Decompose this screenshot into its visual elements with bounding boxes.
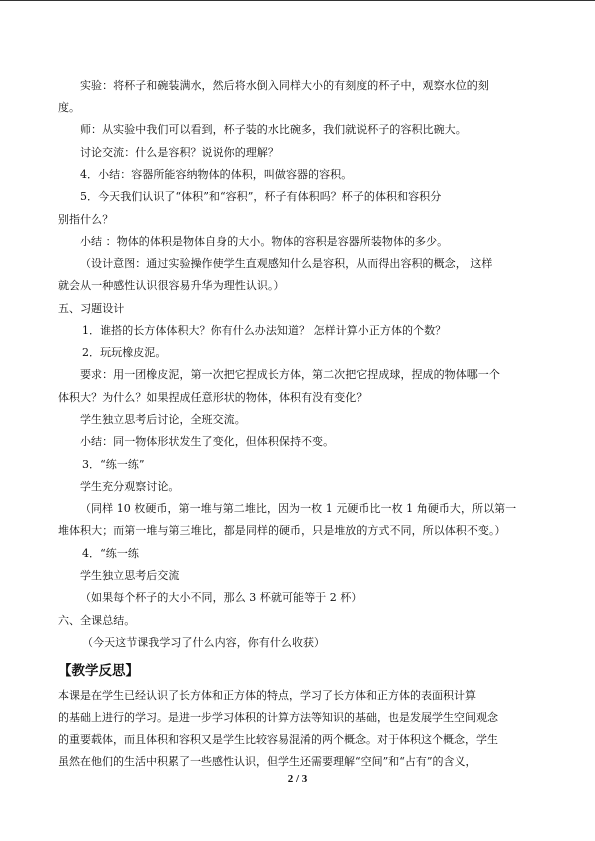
text-line: 要求：用一团橡皮泥，第一次把它捏成长方体，第二次把它捏成球，捏成的物体哪一个 <box>80 368 500 381</box>
text-line: 小结 ：物体的体积是物体自身的大小。物体的容积是容器所装物体的多少。 <box>80 235 449 248</box>
text-line: 4．“练一练 <box>82 547 139 560</box>
text-line: 小结：同一物体形状发生了变化，但体积保持不变。 <box>80 435 335 448</box>
text-line: （设计意图：通过实验操作使学生直观感知什么是容积，从而得出容积的概念， 这样 <box>80 257 493 270</box>
text-line: 1．谁搭的长方体体积大？你有什么办法知道？ 怎样计算小正方体的个数？ <box>82 324 447 337</box>
text-line: 学生独立思考后交流 <box>80 569 180 582</box>
reflection-line: 本课是在学生已经认识了长方体和正方体的特点，学习了长方体和正方体的表面积计算 <box>58 689 476 702</box>
reflection-line: 的重要载体，而且体积和容积又是学生比较容易混淆的两个概念。对于体积这个概念，学生 <box>58 733 498 746</box>
text-line: 实验：将杯子和碗装满水，然后将水倒入同样大小的有刻度的杯子中，观察水位的刻 <box>80 79 489 92</box>
text-line: （同样 10 枚硬币，第一堆与第二堆比，因为一枚 1 元硬币比一枚 1 角硬币大，所以第一 <box>80 502 517 515</box>
text-line: （今天这节课我学习了什么内容，你有什么收获） <box>82 636 326 649</box>
text-line: 3．“练一练” <box>82 458 145 471</box>
page-number: 2 / 3 <box>287 773 308 785</box>
text-line: 别指什么？ <box>58 213 114 226</box>
text-line: 4．小结：容器所能容纳物体的体积，叫做容器的容积。 <box>80 168 353 181</box>
section-title: 六、全课总结。 <box>58 614 136 627</box>
section-title: 五、习题设计 <box>58 302 125 315</box>
text-line: 5．今天我们认识了“体积”和“容积”，杯子有体积吗？杯子的体积和容积分 <box>80 190 442 203</box>
text-line: 就会从一种感性认识很容易升华为理性认识。） <box>58 279 285 292</box>
reflection-heading: 【教学反思】 <box>58 663 139 679</box>
text-line: 度。 <box>58 101 81 114</box>
text-line: 体积大？为什么？如果捏成任意形状的物体，体积有没有变化？ <box>58 391 368 404</box>
text-line: 学生充分观察讨论。 <box>80 480 180 493</box>
text-line: 师：从实验中我们可以看到，杯子装的水比碗多，我们就说杯子的容积比碗大。 <box>80 123 467 136</box>
text-line: 堆体积大；而第一堆与第三堆比，都是同样的硬币，只是堆放的方式不同，所以体积不变。） <box>58 524 506 537</box>
text-line: 讨论交流：什么是容积？说说你的理解？ <box>80 146 279 159</box>
text-line: 学生独立思考后讨论，全班交流。 <box>80 413 246 426</box>
text-line: 2．玩玩橡皮泥。 <box>82 346 167 359</box>
text-line: （如果每个杯子的大小不同，那么 3 杯就可能等于 2 杯） <box>80 591 363 604</box>
reflection-line: 的基础上进行的学习。是进一步学习体积的计算方法等知识的基础，也是发展学生空间观念 <box>58 711 498 724</box>
top-border-line <box>0 0 595 1</box>
reflection-line: 虽然在他们的生活中积累了一些感性认识，但学生还需要理解“空间”和“占有”的含义， <box>58 755 477 768</box>
